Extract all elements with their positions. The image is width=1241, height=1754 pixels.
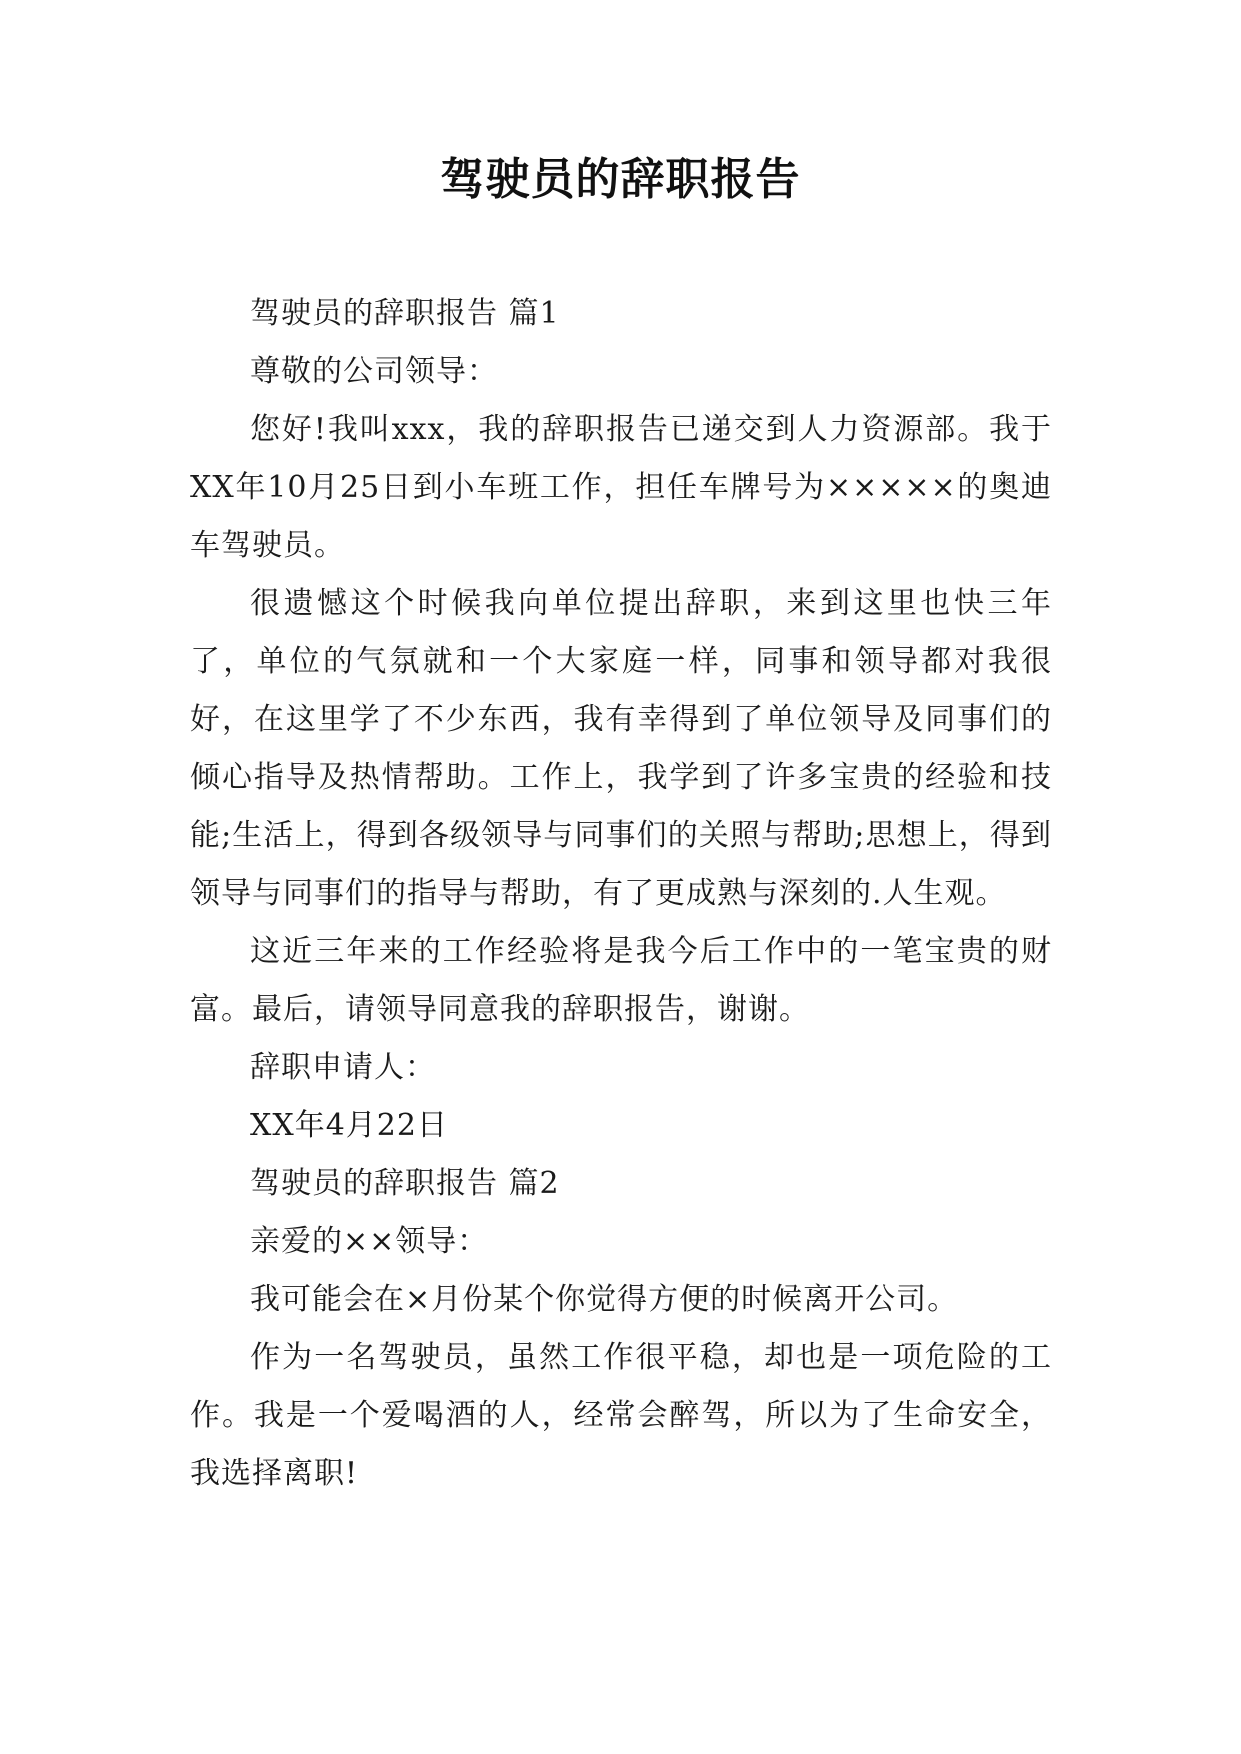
- paragraph: 我可能会在×月份某个你觉得方便的时候离开公司。: [250, 1282, 959, 1317]
- document-body: [190, 285, 1052, 1503]
- section-heading-2: 驾驶员的辞职报告 篇2: [250, 1166, 560, 1201]
- signature-label: 辞职申请人：: [250, 1050, 436, 1085]
- salutation-2: 亲爱的××领导：: [250, 1224, 489, 1259]
- paragraph: 作为一名驾驶员，虽然工作很平稳，却也是一项危险的工作。我是一个爱喝酒的人，经常会醉驾，所以为了生命安全，我选择离职!: [190, 1340, 1052, 1491]
- paragraph: 很遗憾这个时候我向单位提出辞职，来到这里也快三年了，单位的气氛就和一个大家庭一样，同事和领导都对我很好，在这里学了不少东西，我有幸得到了单位领导及同事们的倾心指导及热情帮助。工作上，我学到了许多宝贵的经验和技能;生活上，得到各级领导与同事们的关照与帮助;思想上，得到领导与同事们的指导与帮助，有了更成熟与深刻的.人生观。: [190, 586, 1052, 911]
- paragraph: 您好!我叫xxx，我的辞职报告已递交到人力资源部。我于XX年10月25日到小车班工作，担任车牌号为×××××的奥迪车驾驶员。: [190, 412, 1052, 563]
- section-heading-1: 驾驶员的辞职报告 篇1: [250, 296, 560, 331]
- document-title: 驾驶员的辞职报告: [440, 154, 801, 205]
- paragraph: 这近三年来的工作经验将是我今后工作中的一笔宝贵的财富。最后，请领导同意我的辞职报告，谢谢。: [190, 934, 1052, 1027]
- salutation-1: 尊敬的公司领导：: [250, 354, 498, 389]
- signature-date: XX年4月22日: [250, 1108, 448, 1143]
